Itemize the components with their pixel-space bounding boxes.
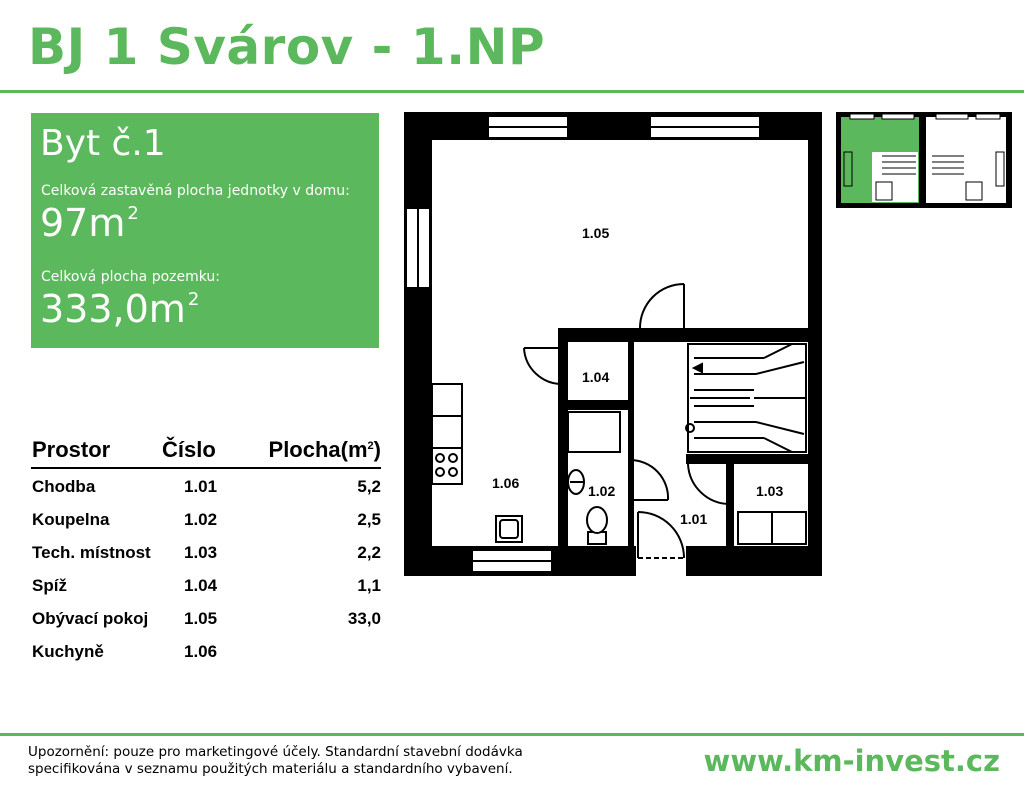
plot-area-label: Celková plocha pozemku: xyxy=(41,269,221,285)
built-area-value: 97m $^2$ xyxy=(40,201,139,245)
table-row xyxy=(31,535,381,568)
footer-divider xyxy=(0,733,1024,736)
header-number: Číslo xyxy=(162,437,216,462)
room-label-102: 1.02 xyxy=(588,483,616,499)
room-area: 2,2 xyxy=(357,543,381,562)
table-row xyxy=(31,469,381,502)
room-name: Spíž xyxy=(32,576,67,595)
room-area: 1,1 xyxy=(357,576,381,595)
footer-disclaimer xyxy=(28,744,523,778)
room-name: Obývací pokoj xyxy=(32,609,149,628)
header-room: Prostor xyxy=(32,437,111,462)
room-label-103: 1.03 xyxy=(756,483,784,499)
room-label-104: 1.04 xyxy=(582,369,610,385)
room-label-106: 1.06 xyxy=(492,475,520,491)
unit-heading: Byt č.1 xyxy=(40,123,166,164)
plot-area-value: 333,0m $^2$ xyxy=(40,287,200,331)
kitchen-counter xyxy=(432,384,462,484)
room-number: 1.02 xyxy=(184,510,218,529)
room-name: Tech. místnost xyxy=(32,543,151,562)
window xyxy=(488,116,568,138)
entrance-opening xyxy=(636,546,686,576)
window xyxy=(650,116,760,138)
disclaimer-line-1: Upozornění: pouze pro marketingové účely. Standardní stavební dodávka xyxy=(28,744,523,760)
room-number: 1.04 xyxy=(184,576,218,595)
disclaimer-line-2: specifikována v seznamu použitých materiálu a standardního vybavení. xyxy=(28,761,513,777)
building-key-plan xyxy=(836,112,1012,208)
room-number: 1.03 xyxy=(184,543,218,562)
room-number: 1.06 xyxy=(184,642,218,661)
table-row xyxy=(31,502,381,535)
room-name: Kuchyně xyxy=(32,642,104,661)
unit-info-box xyxy=(31,113,379,348)
room-number: 1.05 xyxy=(184,609,218,628)
room-name: Chodba xyxy=(32,477,96,496)
built-area-label: Celková zastavěná plocha jednotky v domu: xyxy=(41,183,350,199)
table-row xyxy=(31,634,381,667)
tech-appliances xyxy=(738,512,806,544)
window xyxy=(406,208,430,288)
room-label-105: 1.05 xyxy=(582,225,610,241)
header-area: $Plocha(m^2)$ xyxy=(268,437,381,462)
room-number: 1.01 xyxy=(184,477,218,496)
room-name: Koupelna xyxy=(32,510,110,529)
kitchen-sink xyxy=(496,516,522,542)
title-divider xyxy=(0,90,1024,93)
page-title: BJ 1 Svárov - 1.NP xyxy=(28,18,546,76)
table-row xyxy=(31,601,381,634)
window xyxy=(472,550,552,572)
bathtub xyxy=(568,412,620,452)
room-area: 5,2 xyxy=(357,477,381,496)
table-row xyxy=(31,568,381,601)
room-area: 2,5 xyxy=(357,510,381,529)
room-table-header xyxy=(31,435,381,469)
room-area: 33,0 xyxy=(347,609,381,628)
toilet xyxy=(587,507,607,544)
website-link[interactable]: www.km-invest.cz xyxy=(703,744,1000,778)
floor-plan xyxy=(404,112,822,576)
room-table xyxy=(31,435,381,667)
room-label-101: 1.01 xyxy=(680,511,708,527)
